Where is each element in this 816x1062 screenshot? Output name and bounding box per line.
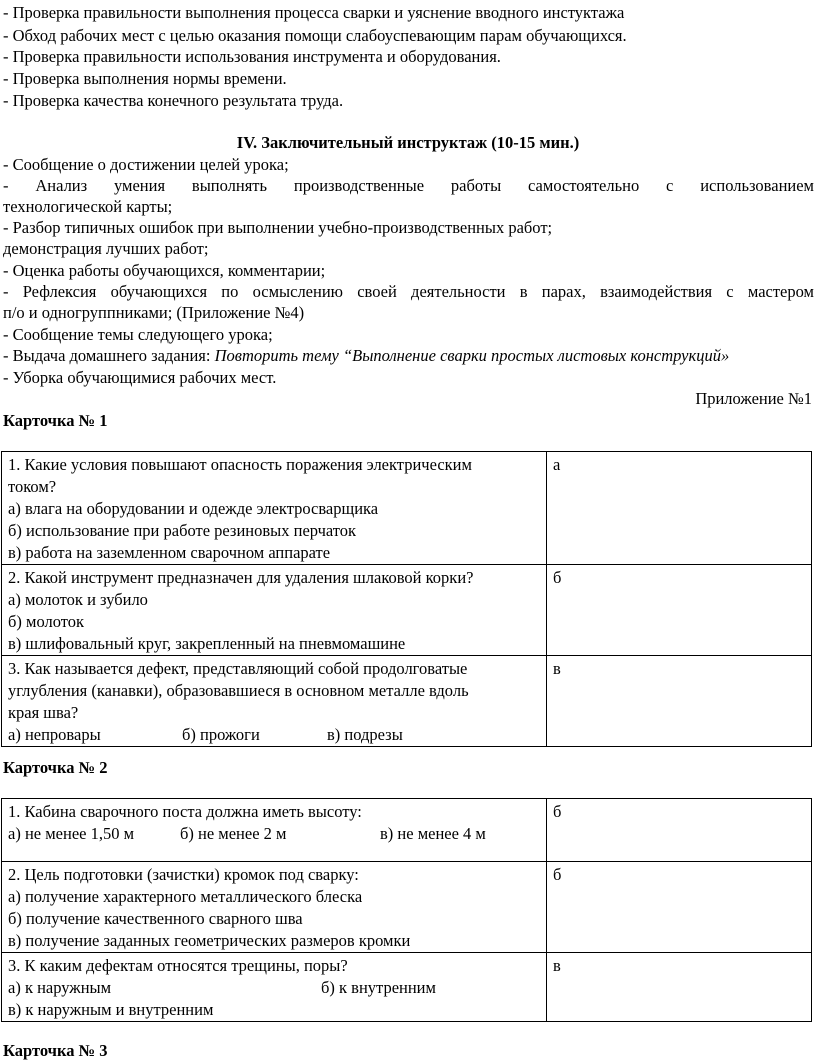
card2-row-1 xyxy=(2,799,812,862)
card2-q3-answer: в xyxy=(547,953,812,1022)
card1-q2-option-a: а) молоток и зубило xyxy=(8,590,148,609)
check-item-tool-usage: - Проверка правильности использования инструмента и оборудования. xyxy=(3,47,501,66)
card2-q3-text: 3. К каким дефектам относятся трещины, поры? xyxy=(8,956,348,975)
check-item-result-quality: - Проверка качества конечного результата труда. xyxy=(3,91,344,110)
card1-q2-answer: б xyxy=(547,565,812,656)
card2-q1-text: 1. Кабина сварочного поста должна иметь высоту: xyxy=(8,802,362,821)
card1-q3-text-line1: 3. Как называется дефект, представляющий собой продолговатые xyxy=(8,659,468,678)
final-item-reflection-line1: - Рефлексия обучающихся по осмыслению своей деятельности в парах, взаимодействия с мастером xyxy=(3,282,814,301)
final-item-cleanup: - Уборка обучающимися рабочих мест. xyxy=(3,368,277,387)
final-item-demo: демонстрация лучших работ; xyxy=(3,239,209,258)
card2-q1-answer: б xyxy=(547,799,812,862)
card1-title: Карточка № 1 xyxy=(3,411,108,430)
card2-q1-option-c: в) не менее 4 м xyxy=(380,824,486,843)
card2-q3-option-a: а) к наружным xyxy=(8,978,112,997)
card2-row-2 xyxy=(2,862,812,953)
card2-q1-cell xyxy=(2,799,547,862)
card2-q1-options xyxy=(8,823,540,845)
card1-table xyxy=(1,451,812,747)
card2-table xyxy=(1,798,812,1022)
card1-q1-option-a: а) влага на оборудовании и одежде электросварщика xyxy=(8,499,379,518)
card2-q2-option-c: в) получение заданных геометрических размеров кромки xyxy=(8,931,411,950)
card2-q3-options xyxy=(8,977,540,999)
card1-q3-option-c: в) подрезы xyxy=(327,725,403,744)
final-item-goals: - Сообщение о достижении целей урока; xyxy=(3,155,289,174)
final-item-grading: - Оценка работы обучающихся, комментарии; xyxy=(3,261,326,280)
card1-q1-text-line2: током? xyxy=(8,477,57,496)
homework-task: Повторить тему “Выполнение сварки простых листовых конструкций» xyxy=(214,346,730,365)
card2-q2-text: 2. Цель подготовки (зачистки) кромок под сварку: xyxy=(8,865,359,884)
card1-q3-text-line2: углубления (канавки), образовавшиеся в основном металле вдоль xyxy=(8,681,469,700)
card1-q1-option-c: в) работа на заземленном сварочном аппарате xyxy=(8,543,331,562)
card1-q1-cell xyxy=(2,452,547,565)
card2-q2-cell xyxy=(2,862,547,953)
card2-q1-option-a: а) не менее 1,50 м xyxy=(8,824,135,843)
card2-q2-answer: б xyxy=(547,862,812,953)
card2-q3-option-b: б) к внутренним xyxy=(321,978,436,997)
card1-q1-answer: а xyxy=(547,452,812,565)
final-item-errors: - Разбор типичных ошибок при выполнении учебно-производственных работ; xyxy=(3,218,553,237)
card2-q1-option-b: б) не менее 2 м xyxy=(180,824,287,843)
card1-q3-option-b: б) прожоги xyxy=(182,725,260,744)
card1-row-1 xyxy=(2,452,812,565)
card1-row-2 xyxy=(2,565,812,656)
card1-q2-text: 2. Какой инструмент предназначен для удаления шлаковой корки? xyxy=(8,568,474,587)
check-item-workplace-round: - Обход рабочих мест с целью оказания помощи слабоуспевающим парам обучающихся. xyxy=(3,26,627,45)
card1-q2-cell xyxy=(2,565,547,656)
card1-q1-text-line1: 1. Какие условия повышают опасность поражения электрическим xyxy=(8,455,472,474)
card2-row-3 xyxy=(2,953,812,1022)
check-item-time-norm: - Проверка выполнения нормы времени. xyxy=(3,69,287,88)
card1-row-3 xyxy=(2,656,812,747)
card2-q2-option-a: а) получение характерного металлического блеска xyxy=(8,887,363,906)
final-item-reflection-line2: п/о и одногруппниками; (Приложение №4) xyxy=(3,303,305,322)
final-item-next-topic: - Сообщение темы следующего урока; xyxy=(3,325,273,344)
final-item-analysis-line2: технологической карты; xyxy=(3,197,173,216)
card2-q3-cell xyxy=(2,953,547,1022)
card1-q3-option-a: а) непровары xyxy=(8,725,101,744)
card3-title: Карточка № 3 xyxy=(3,1041,108,1060)
final-item-homework xyxy=(3,345,729,366)
appendix-label: Приложение №1 xyxy=(695,389,812,408)
card2-q2-option-b: б) получение качественного сварного шва xyxy=(8,909,303,928)
card1-q3-answer: в xyxy=(547,656,812,747)
section-heading: IV. Заключительный инструктаж (10-15 мин.) xyxy=(236,133,580,152)
card2-title: Карточка № 2 xyxy=(3,758,108,777)
card1-q3-cell xyxy=(2,656,547,747)
card1-q2-option-c: в) шлифовальный круг, закрепленный на пневмомашине xyxy=(8,634,406,653)
card1-q3-text-line3: края шва? xyxy=(8,703,79,722)
check-item-welding-process: - Проверка правильности выполнения процесса сварки и уяснение вводного инстуктажа xyxy=(3,3,625,22)
card1-q1-option-b: б) использование при работе резиновых перчаток xyxy=(8,521,357,540)
card1-q2-option-b: б) молоток xyxy=(8,612,85,631)
card2-q3-option-c: в) к наружным и внутренним xyxy=(8,1000,214,1019)
final-item-analysis-line1: - Анализ умения выполнять производственные работы самостоятельно с использованием xyxy=(3,176,814,195)
card1-q3-options xyxy=(8,724,540,746)
homework-prefix: - Выдача домашнего задания: xyxy=(3,346,215,365)
